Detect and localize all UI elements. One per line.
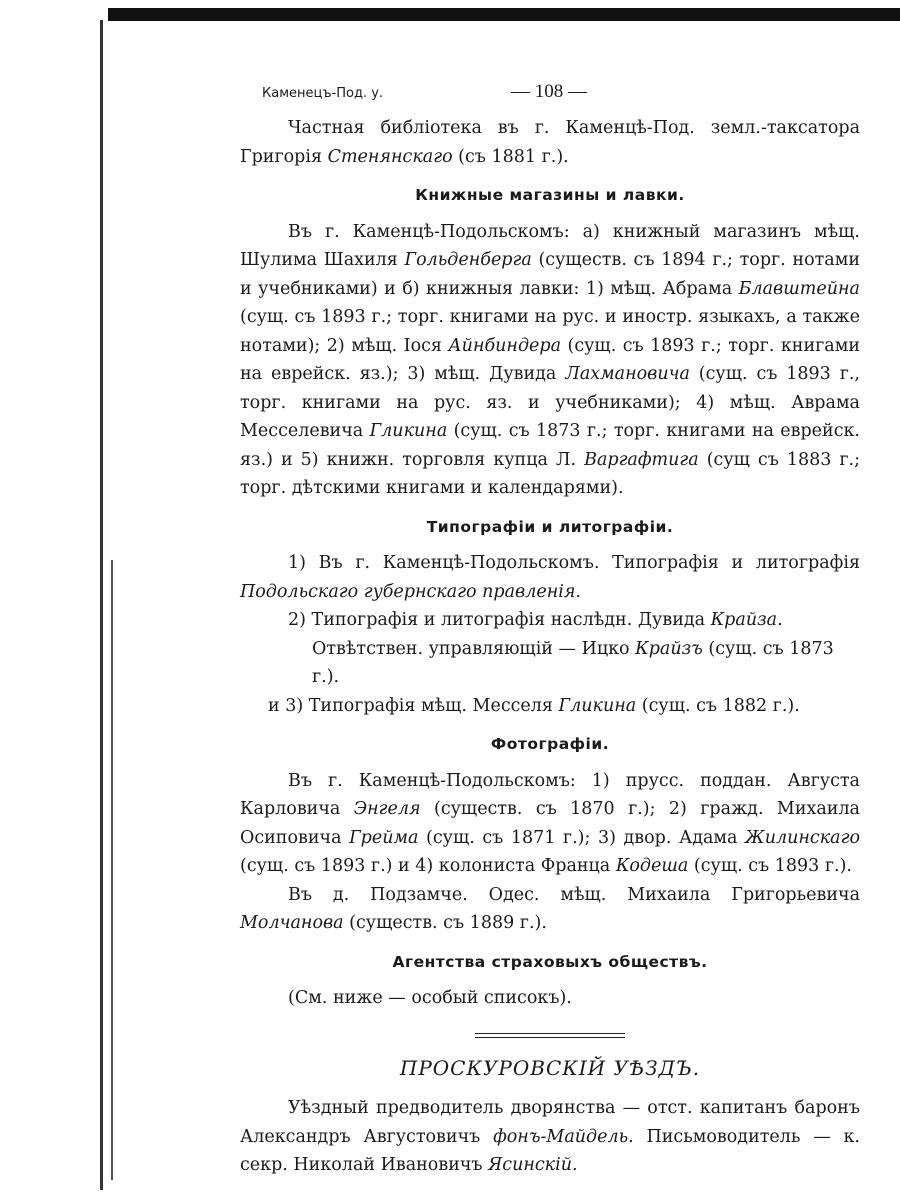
section-divider [475,1033,625,1038]
insurance-heading: Агентства страховыхъ обществъ. [392,952,708,971]
photo-paragraph: Въ г. Каменцѣ-Подольскомъ: 1) прусс. поддан. Августа Карловича Энгеля (существ. съ 1870 г.); 2) гражд. Михаила Осиповича Грейма (сущ. съ 1871 г.); 3) двор. Адама Жилинскаго (сущ. съ 1893 г.) и 4) колониста Франца Кодеша (сущ. съ 1893 г.). [240,770,860,876]
insurance-note: (См. ниже — особый списокъ). [288,988,572,1008]
uezd-title: ПРОСКУРОВСКІЙ УѢЗДЪ. [399,1055,701,1080]
binding-edge-inner [111,560,113,1180]
page-body [240,78,860,1180]
binding-edge [100,20,103,1190]
print-item-3: и 3) Типографія мѣщ. Месселя Гликина (сущ. съ 1882 г.). [268,695,800,716]
running-head: Каменецъ-Под. у. [262,86,384,101]
books-heading: Книжные магазины и лавки. [415,186,685,204]
uezd-paragraph: Уѣздный предводитель дворянства — отст. капитанъ баронъ Александръ Августовичъ фонъ-Майдель. Письмоводитель — к. секр. Николай Ивановичъ Ясинскій. [240,1098,860,1175]
print-item-2: 2) Типографія и литографія наслѣдн. Дувида Крайза. [288,610,783,630]
print-item-1: 1) Въ г. Каменцѣ-Подольскомъ. Типографія и литографія Подольскаго губернскаго правленія. [240,553,860,602]
page-header [262,78,860,114]
print-heading: Типографіи и литографіи. [426,517,674,536]
print-manager: Отвѣтствен. управляющій — Ицко Крайзъ (сущ. съ 1873 г.). [312,638,834,687]
photo-heading: Фотографіи. [490,735,610,753]
library-paragraph: Частная библіотека въ г. Каменцѣ-Под. земл.-таксатора Григорія Стенянскаго (съ 1881 г.). [240,118,860,167]
page-number: — 108 — [511,81,588,102]
top-border [108,8,900,21]
books-paragraph: Въ г. Каменцѣ-Подольскомъ: а) книжный магазинъ мѣщ. Шулима Шахиля Гольденберга (существ. съ 1894 г.; торг. нотами и учебниками) и б) книжныя лавки: 1) мѣщ. Абрама Блавштейна (сущ. съ 1893 г.; торг. книгами на рус. и иностр. языкахъ, а также нотами); 2) мѣщ. Іося Айнбиндера (сущ. съ 1893 г.; торг. книгами на еврейск. яз.); 3) мѣщ. Дувида Лахмановича (сущ. съ 1893 г., торг. книгами на рус. яз. и учебниками); 4) мѣщ. Аврама Месселевича Гликина (сущ. съ 1873 г.; торг. книгами на еврейск. яз.) и 5) книжн. торговля купца Л. Варгафтига (сущ съ 1883 г.; торг. дѣтскими книгами и календарями). [240,221,861,498]
photo-paragraph-2: Въ д. Подзамче. Одес. мѣщ. Михаила Григорьевича Молчанова (существ. съ 1889 г.). [240,884,860,933]
